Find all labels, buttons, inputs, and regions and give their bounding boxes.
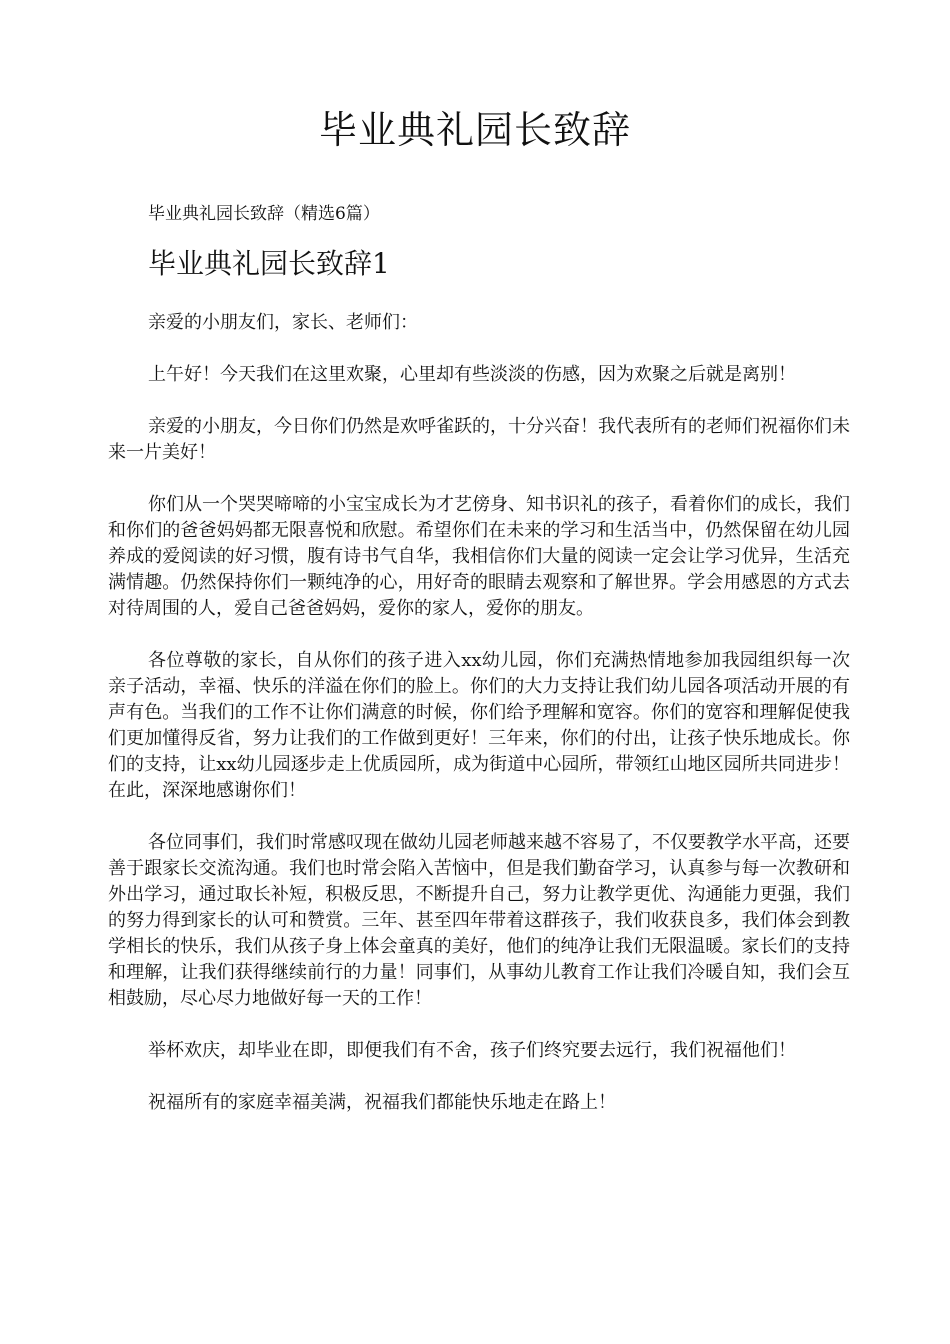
paragraph: 上午好！今天我们在这里欢聚，心里却有些淡淡的伤感，因为欢聚之后就是离别！ — [148, 364, 796, 385]
paragraph: 你们从一个哭哭啼啼的小宝宝成长为才艺傍身、知书识礼的孩子，看着你们的成长，我们和你们的爸爸妈妈都无限喜悦和欣慰。希望你们在未来的学习和生活当中，仍然保留在幼儿园养成的爱阅读的好习惯，腹有诗书气自华，我相信你们大量的阅读一定会让学习优异，生活充满情趣。仍然保持你们一颗纯净的心，用好奇的眼睛去观察和了解世界。学会用感恩的方式去对待周围的人，爱自己爸爸妈妈，爱你的家人，爱你的朋友。 — [108, 494, 850, 619]
document-subtitle: 毕业典礼园长致辞（精选6篇） — [148, 204, 380, 224]
paragraph: 各位同事们，我们时常感叹现在做幼儿园老师越来越不容易了，不仅要教学水平高，还要善于跟家长交流沟通。我们也时常会陷入苦恼中，但是我们勤奋学习，认真参与每一次教研和外出学习，通过取长补短，积极反思，不断提升自己，努力让教学更优、沟通能力更强，我们的努力得到家长的认可和赞赏。三年、甚至四年带着这群孩子，我们收获良多，我们体会到教学相长的快乐，我们从孩子身上体会童真的美好，他们的纯净让我们无限温暖。家长们的支持和理解，让我们获得继续前行的力量！同事们，从事幼儿教育工作让我们冷暖自知，我们会互相鼓励，尽心尽力地做好每一天的工作！ — [108, 832, 850, 1009]
paragraph: 亲爱的小朋友们，家长、老师们： — [148, 312, 418, 333]
paragraph: 各位尊敬的家长，自从你们的孩子进入xx幼儿园，你们充满热情地参加我园组织每一次亲子活动，幸福、快乐的洋溢在你们的脸上。你们的大力支持让我们幼儿园各项活动开展的有声有色。当我们的工作不让你们满意的时候，你们给予理解和宽容。你们的宽容和理解促使我们更加懂得反省，努力让我们的工作做到更好！三年来，你们的付出，让孩子快乐地成长。你们的支持，让xx幼儿园逐步走上优质园所，成为街道中心园所，带领红山地区园所共同进步！在此，深深地感谢你们！ — [108, 650, 850, 801]
paragraph: 祝福所有的家庭幸福美满，祝福我们都能快乐地走在路上！ — [148, 1092, 616, 1113]
paragraph: 举杯欢庆，却毕业在即，即便我们有不舍，孩子们终究要去远行，我们祝福他们！ — [148, 1040, 796, 1061]
document-title: 毕业典礼园长致辞 — [318, 108, 631, 152]
paragraph: 亲爱的小朋友，今日你们仍然是欢呼雀跃的，十分兴奋！我代表所有的老师们祝福你们未来一片美好！ — [108, 416, 850, 463]
document-body — [108, 310, 850, 1142]
section-heading: 毕业典礼园长致辞1 — [148, 247, 390, 280]
